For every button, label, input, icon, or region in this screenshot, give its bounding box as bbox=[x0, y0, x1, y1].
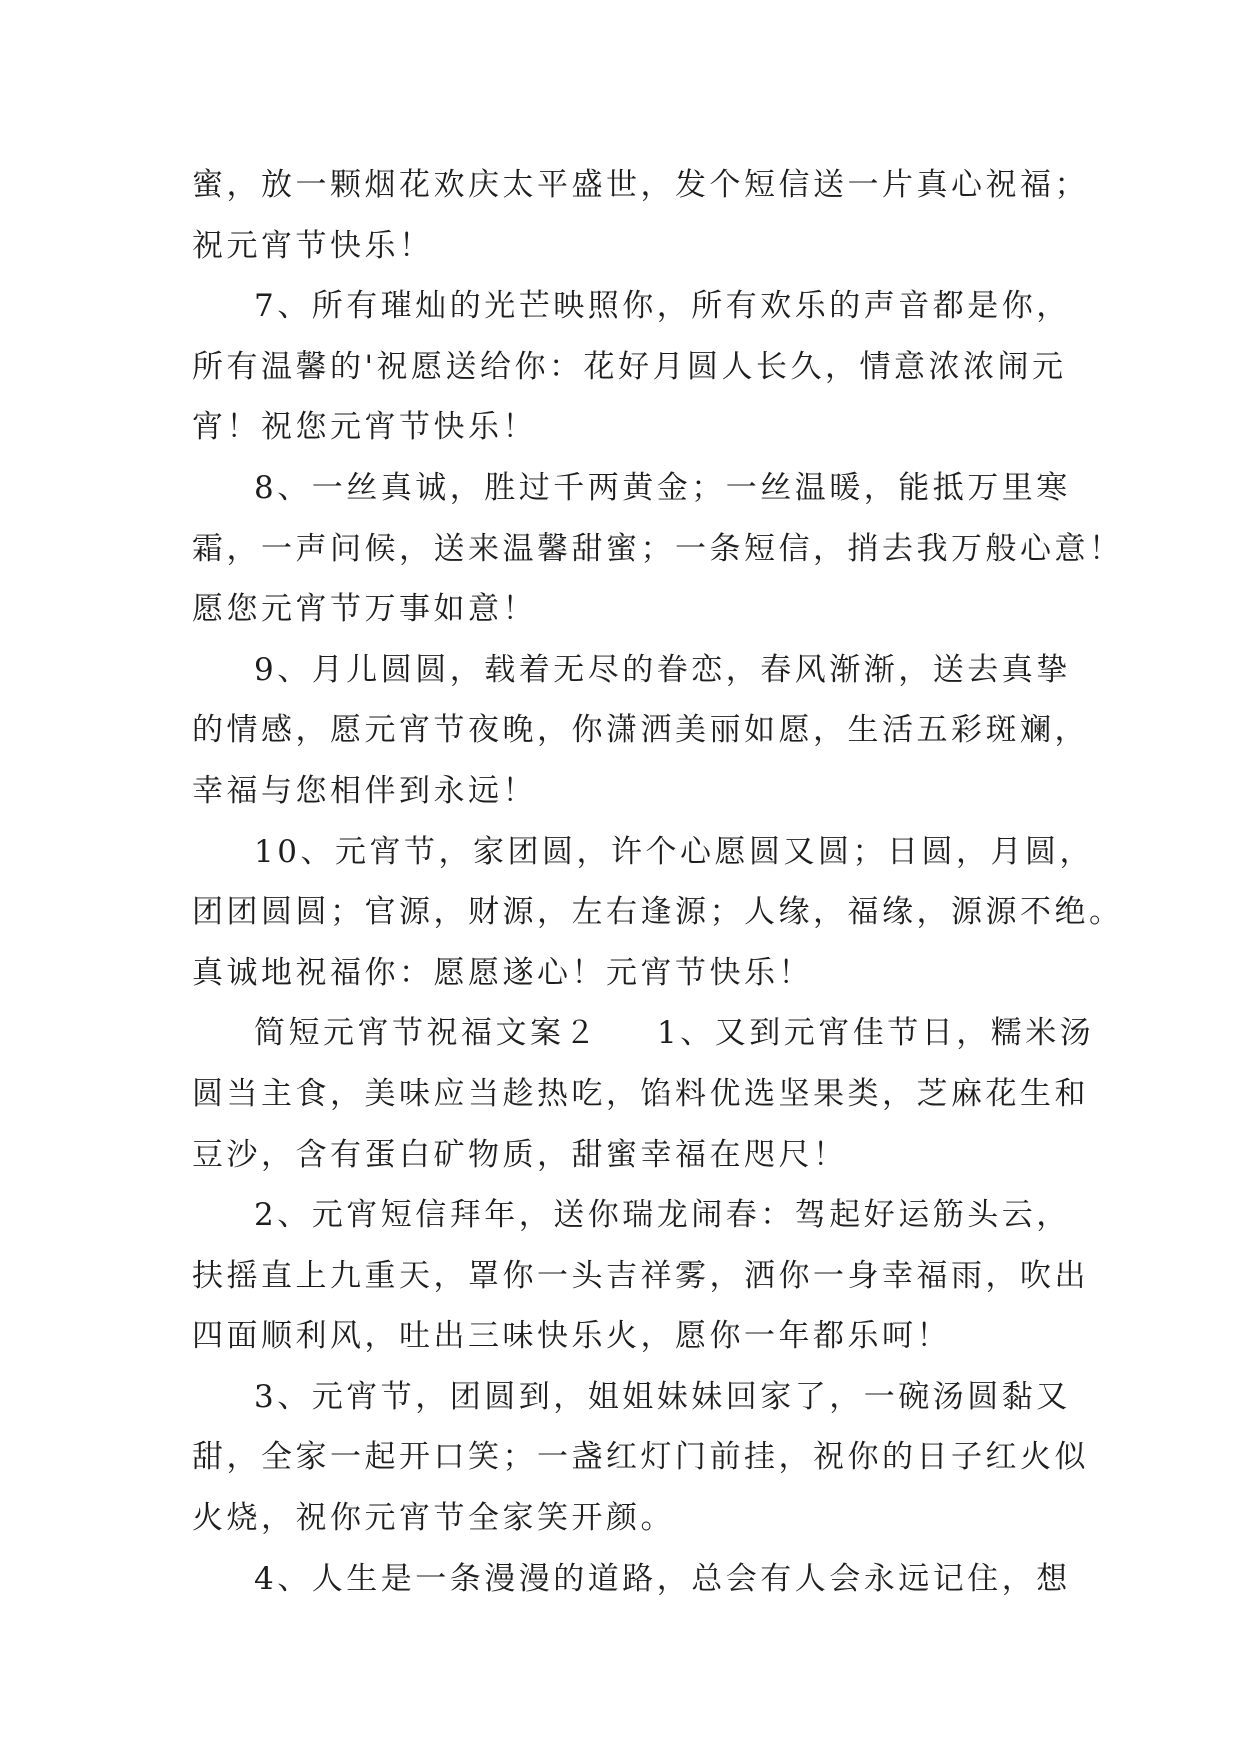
text-line: 团团圆圆；官源，财源，左右逢源；人缘，福缘，源源不绝。 bbox=[192, 894, 1124, 931]
paragraph-start-9: 9、月儿圆圆，载着无尽的眷恋，春风渐渐，送去真挚 bbox=[254, 651, 1071, 688]
text-line: 幸福与您相伴到永远！ bbox=[192, 772, 537, 809]
section-heading: 简短元宵节祝福文案２ bbox=[254, 1015, 599, 1052]
section-first-item: 1、又到元宵佳节日，糯米汤 bbox=[657, 1015, 1095, 1052]
text-line: 祝元宵节快乐！ bbox=[192, 227, 434, 264]
text-line: 真诚地祝福你：愿愿遂心！元宵节快乐！ bbox=[192, 954, 813, 991]
text-line: 的情感，愿元宵节夜晚，你潇洒美丽如愿，生活五彩斑斓， bbox=[192, 712, 1089, 749]
text-line: 圆当主食，美味应当趁热吃，馅料优选坚果类，芝麻花生和 bbox=[192, 1075, 1089, 1112]
paragraph-start-3: 3、元宵节，团圆到，姐姐妹妹回家了，一碗汤圆黏又 bbox=[254, 1378, 1071, 1415]
text-line: 四面顺利风，吐出三味快乐火，愿你一年都乐呵！ bbox=[192, 1318, 951, 1355]
text-line: 所有温馨的'祝愿送给你：花好月圆人长久，情意浓浓闹元 bbox=[192, 348, 1067, 385]
paragraph-start-7: 7、所有璀灿的光芒映照你，所有欢乐的声音都是你， bbox=[254, 288, 1071, 325]
paragraph-start-8: 8、一丝真诚，胜过千两黄金；一丝温暖，能抵万里寒 bbox=[254, 469, 1071, 506]
paragraph-start-2: 2、元宵短信拜年，送你瑞龙闹春：驾起好运筋头云， bbox=[254, 1197, 1071, 1234]
text-line: 火烧，祝你元宵节全家笑开颜。 bbox=[192, 1500, 675, 1537]
paragraph-start-10: 10、元宵节，家团圆，许个心愿圆又圆；日圆，月圆， bbox=[254, 833, 1094, 870]
text-line: 豆沙，含有蛋白矿物质，甜蜜幸福在咫尺！ bbox=[192, 1136, 848, 1173]
document-body bbox=[192, 155, 1124, 1609]
text-line: 霜，一声问候，送来温馨甜蜜；一条短信，捎去我万般心意！ bbox=[192, 530, 1124, 567]
section-heading-line bbox=[192, 1003, 1095, 1064]
text-line: 蜜，放一颗烟花欢庆太平盛世，发个短信送一片真心祝福； bbox=[192, 167, 1089, 203]
text-line: 扶摇直上九重天，罩你一头吉祥雾，洒你一身幸福雨，吹出 bbox=[192, 1257, 1089, 1294]
text-line: 愿您元宵节万事如意！ bbox=[192, 591, 537, 628]
text-line: 宵！祝您元宵节快乐！ bbox=[192, 409, 537, 446]
text-line: 甜，全家一起开口笑；一盏红灯门前挂，祝你的日子红火似 bbox=[192, 1439, 1089, 1476]
paragraph-start-4: 4、人生是一条漫漫的道路，总会有人会永远记住，想 bbox=[254, 1560, 1071, 1597]
